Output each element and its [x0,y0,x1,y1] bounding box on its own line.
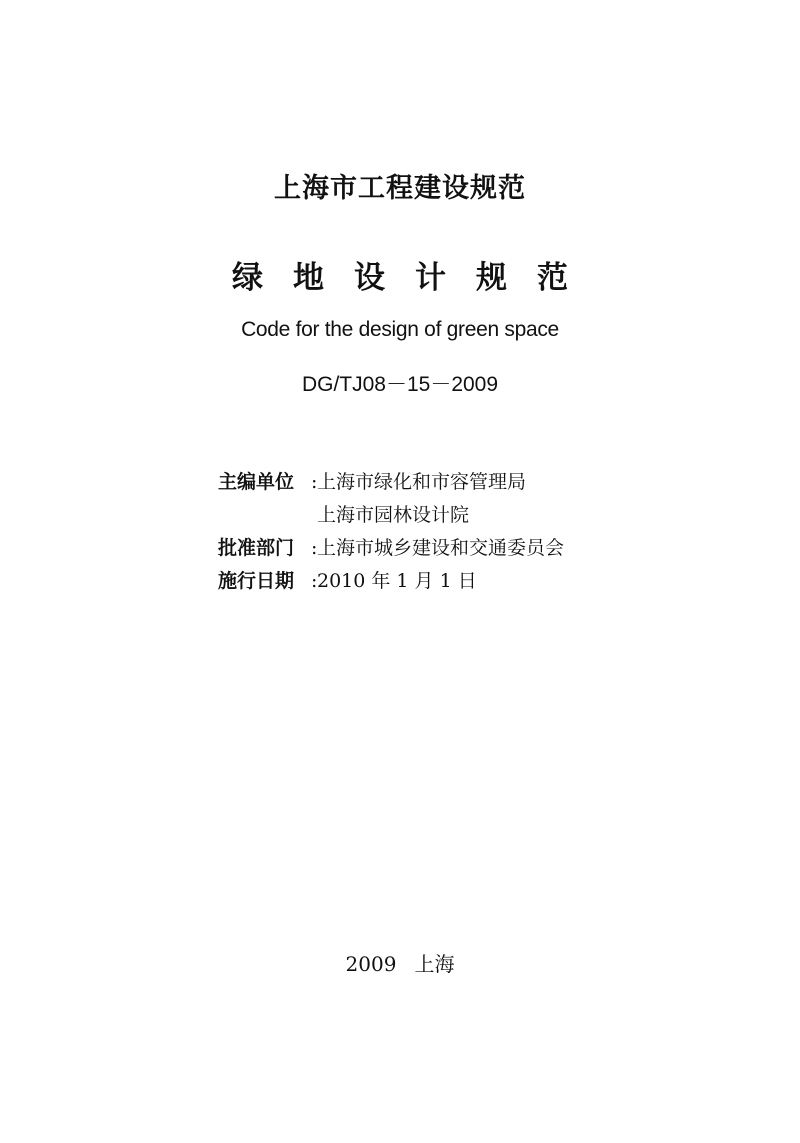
editor-row-continued [218,499,618,532]
separator: : [311,471,318,493]
standard-number: DG/TJ08－15－2009 [301,373,499,396]
publication-info [218,466,618,598]
approver-label: 批准部门 [218,537,295,559]
effective-date-label: 施行日期 [218,570,295,592]
effective-date-row [218,565,618,598]
editor-unit-2: 上海市园林设计院 [317,504,470,526]
separator: : [311,537,318,559]
separator: : [311,570,318,592]
publication-year: 2009 [345,952,397,976]
approver-row [218,532,618,565]
approver-value: 上海市城乡建设和交通委员会 [317,537,565,559]
english-title: Code for the design of green space [241,318,559,341]
editor-unit-1: 上海市绿化和市容管理局 [317,471,527,493]
publication-city: 上海 [414,952,455,976]
series-title: 上海市工程建设规范 [274,173,526,204]
document-title: 绿地设计规范 [232,260,598,296]
effective-date-value: 2010 年 1 月 1 日 [317,570,477,592]
editor-row [218,466,618,499]
editor-label: 主编单位 [218,471,295,493]
publication-footer [0,948,800,977]
